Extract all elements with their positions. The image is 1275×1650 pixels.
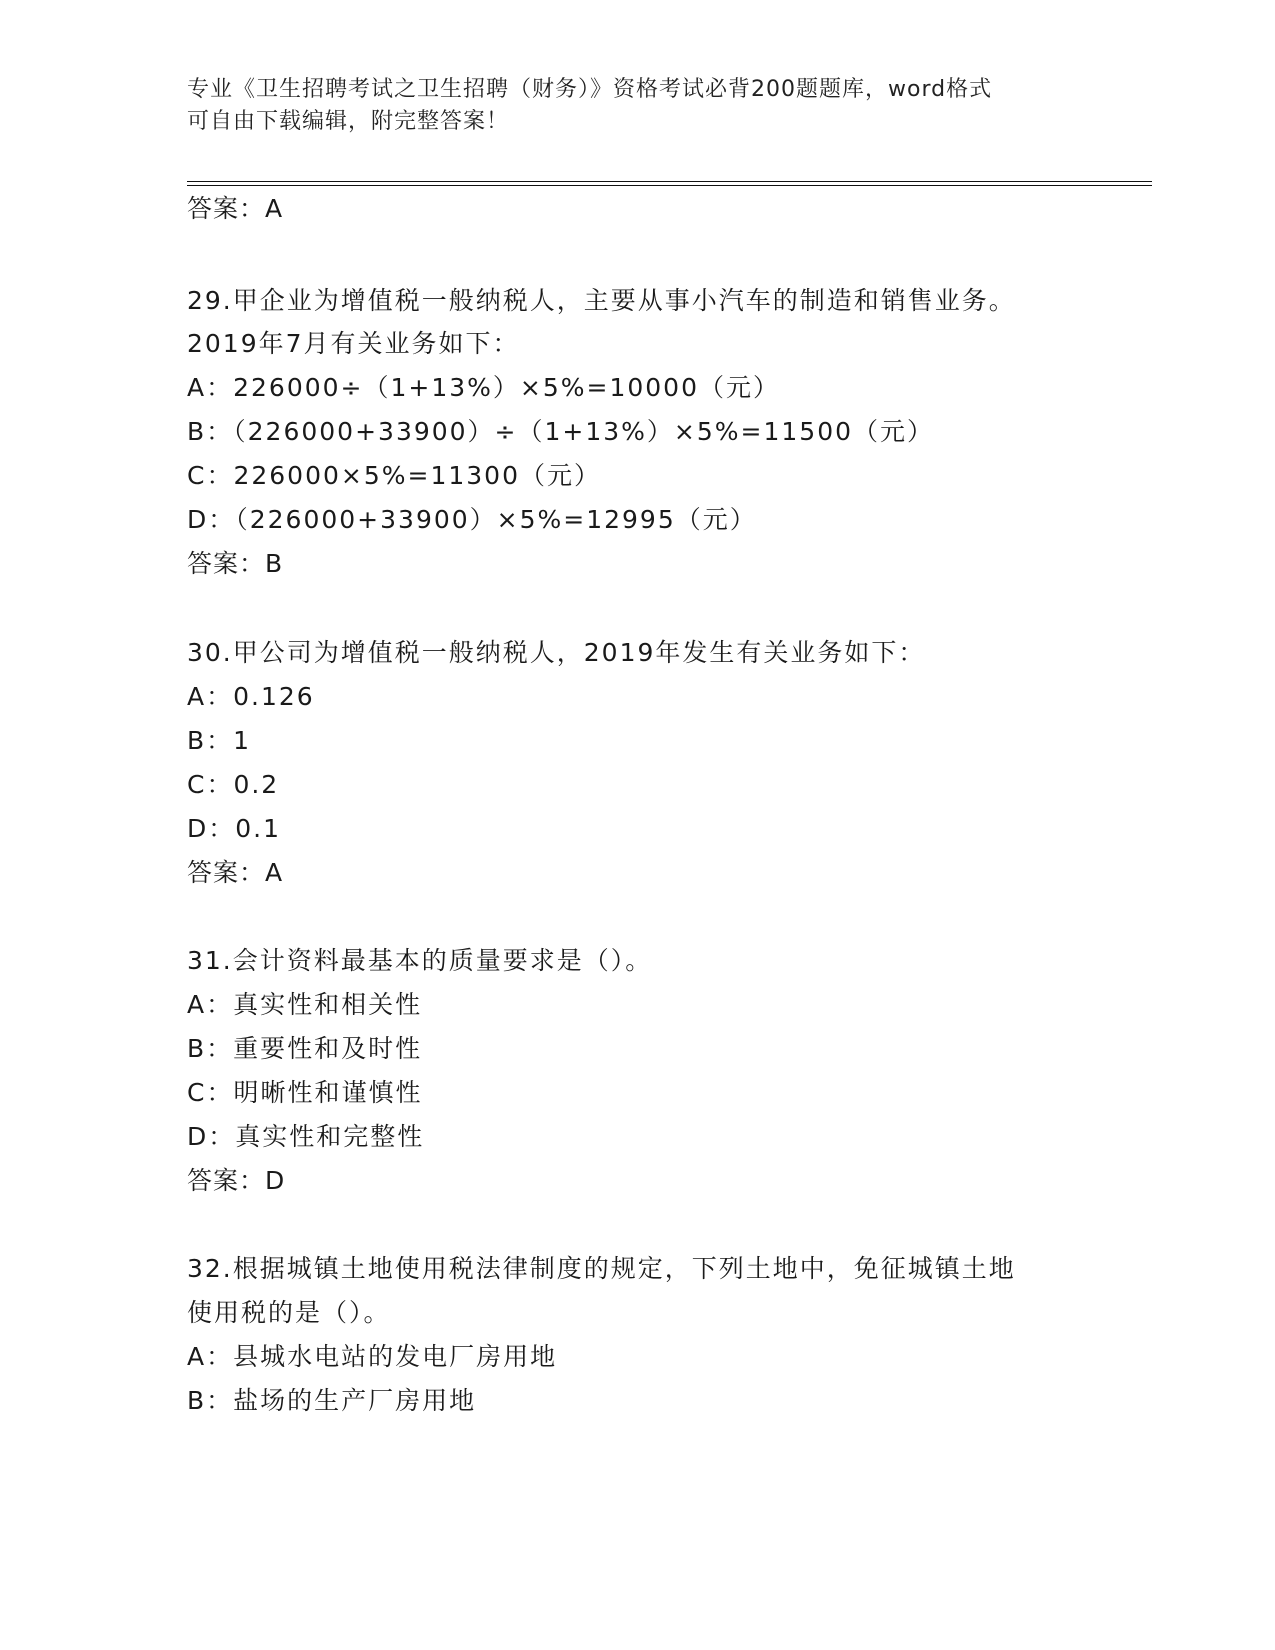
question-29-stem-line-1: 29.甲企业为增值税一般纳税人，主要从事小汽车的制造和销售业务。 [187,286,1016,315]
question-31-option-b: B：重要性和及时性 [187,1034,423,1063]
question-29-stem-line-2: 2019年7月有关业务如下： [187,329,520,358]
question-32-option-b: B：盐场的生产厂房用地 [187,1386,477,1415]
header-line-2: 可自由下载编辑，附完整答案！ [187,109,510,134]
question-30-option-d: D：0.1 [187,814,282,843]
question-29-answer: 答案：B [187,549,284,578]
question-31-option-a: A：真实性和相关性 [187,990,423,1019]
question-29-option-b: B：（226000+33900）÷（1+13%）×5%=11500（元） [187,417,935,446]
header-rule-bottom [187,185,1152,186]
question-32-option-a: A：县城水电站的发电厂房用地 [187,1342,558,1371]
question-31-option-c: C：明晰性和谨慎性 [187,1078,423,1107]
question-31-answer: 答案：D [187,1166,286,1195]
question-32-stem-line-1: 32.根据城镇土地使用税法律制度的规定，下列土地中，免征城镇土地 [187,1254,1016,1283]
question-30-option-a: A：0.126 [187,682,315,711]
question-30-option-b: B：1 [187,726,252,755]
question-29-option-c: C：226000×5%=11300（元） [187,461,601,490]
question-32-stem-line-2: 使用税的是（）。 [187,1298,391,1327]
question-30-answer: 答案：A [187,858,284,887]
header-rule-top [187,181,1152,182]
question-29-option-d: D：（226000+33900）×5%=12995（元） [187,505,757,534]
header-line-1: 专业《卫生招聘考试之卫生招聘（财务）》资格考试必背200题题库，word格式 [187,77,993,102]
question-30-option-c: C：0.2 [187,770,280,799]
question-29-option-a: A：226000÷（1+13%）×5%=10000（元） [187,373,780,402]
question-31-stem-line-1: 31.会计资料最基本的质量要求是（）。 [187,946,653,975]
previous-answer: 答案：A [187,194,284,223]
question-30-stem-line-1: 30.甲公司为增值税一般纳税人，2019年发生有关业务如下： [187,638,926,667]
question-31-option-d: D：真实性和完整性 [187,1122,425,1151]
document-header [187,74,1087,138]
